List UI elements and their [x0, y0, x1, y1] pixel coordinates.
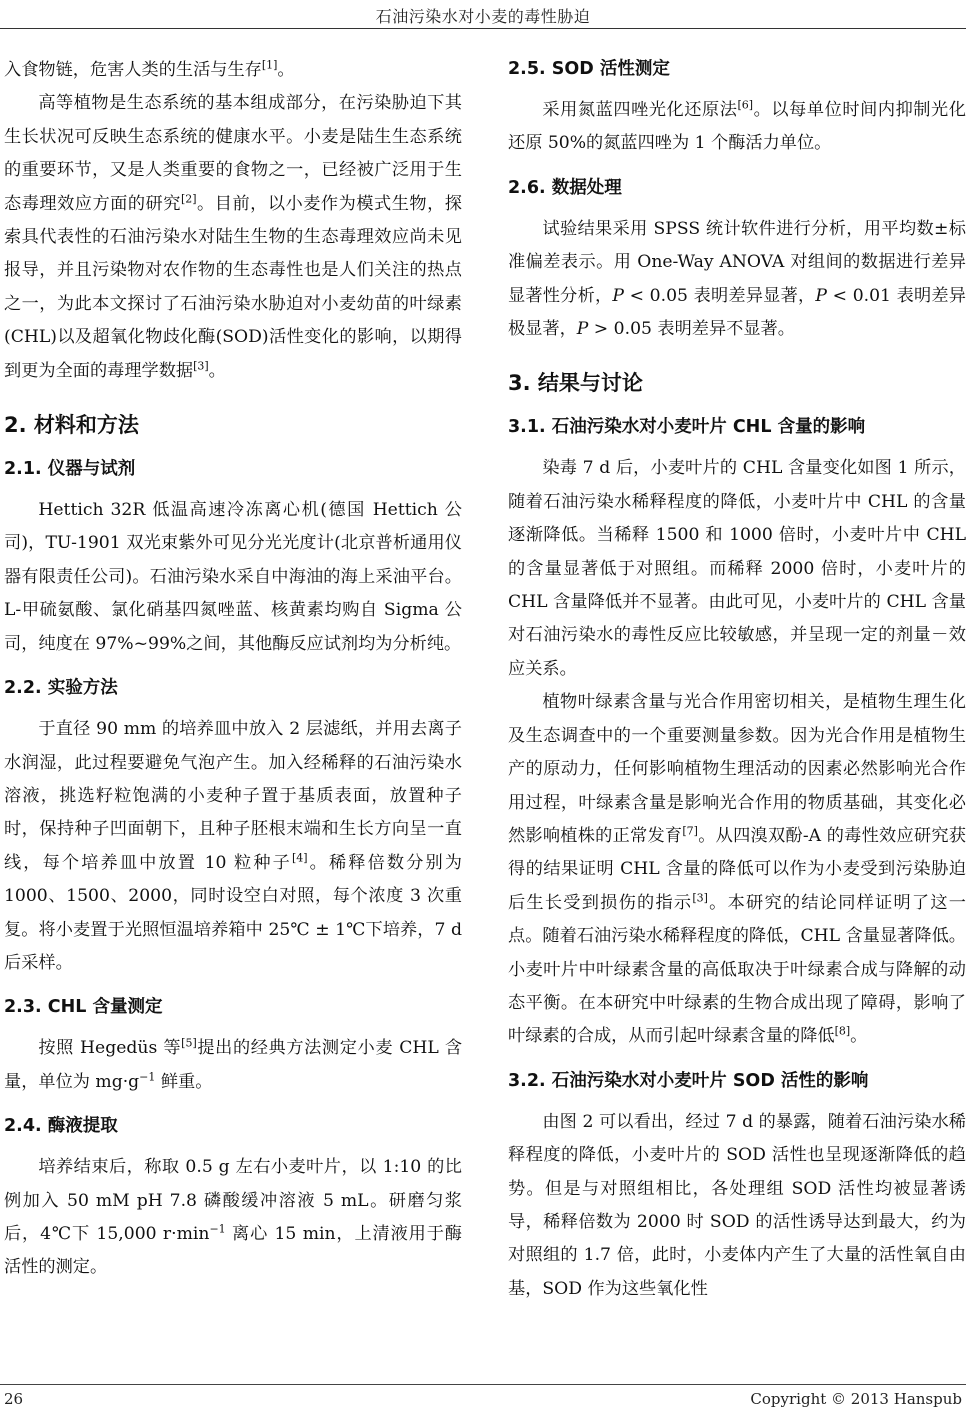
text-run: 提出的经典方法测定小麦 CHL 含量，单位为 mg·g	[4, 1038, 463, 1092]
subsection-heading-2-2: 2.2. 实验方法	[4, 678, 118, 699]
section-heading-results: 3. 结果与讨论	[508, 371, 643, 396]
text-run: 。目前，以小麦作为模式生物，探索具代表性的石油污染水对陆生生物的生态毒理效应尚未见报导，并且污染物对农作物的生态毒性也是人们关注的热点之一，为此本文探讨了石油污染水胁迫对小麦幼苗的叶绿素(CHL)以及超氧化物歧化酶(SOD)活性变化的影响，以期得到更为全面的毒理学数据	[4, 193, 462, 381]
citation-ref: [6]	[737, 98, 754, 112]
text-run: < 0.01 表明差异极显著，	[508, 285, 966, 340]
text-run: 。本研究的结论同样证明了这一点。随着石油污染水稀释程度的降低，CHL 含量显著降低。小麦叶片中叶绿素含量的高低取决于叶绿素合成与降解的动态平衡。在本研究中叶绿素的生物合成出现了障碍，影响了叶绿素的合成，从而引起叶绿素含量的降低	[508, 892, 966, 1047]
citation-ref: [4]	[291, 850, 308, 864]
citation-ref: [3]	[692, 890, 708, 904]
text-run: 鲜重。	[155, 1071, 213, 1092]
header-divider	[0, 28, 966, 29]
text-run: 试验结果采用 SPSS 统计软件进行分析，用平均数±标准偏差表示。用 One-Way ANOVA 对组间的数据进行差异显著性分析，	[508, 218, 966, 306]
text-run: 。	[208, 360, 226, 381]
text-run: 采用氮蓝四唑光化还原法	[542, 100, 738, 120]
text-run: 。以每单位时间内抑制光化还原 50%的氮蓝四唑为 1 个酶活力单位。	[508, 100, 966, 154]
right-column	[508, 54, 966, 1306]
subsection-heading-2-5: 2.5. SOD 活性测定	[508, 59, 670, 79]
text-run: 高等植物是生态系统的基本组成部分，在污染胁迫下其生长状况可反映生态系统的健康水平。小麦是陆生生态系统的重要环节，又是人类重要的食物之一，已经被广泛用于生态毒理效应方面的研究	[4, 93, 462, 214]
p-value-symbol: P	[815, 285, 827, 306]
text-run: 离心 15 min，上清液用于酶活性的测定。	[4, 1223, 462, 1278]
citation-ref: [2]	[180, 191, 197, 205]
text-run: > 0.05 表明差异不显著。	[588, 319, 795, 340]
text-run: 培养结束后，称取 0.5 g 左右小麦叶片，以 1:10 的比例加入 50 mM pH 7.8 磷酸缓冲溶液 5 mL。研磨匀浆后，4℃下 15,000 r·min	[4, 1157, 462, 1244]
unit-exponent: −1	[209, 1222, 226, 1236]
paragraph-chl-results: 染毒 7 d 后，小麦叶片的 CHL 含量变化如图 1 所示，随着石油污染水稀释程度的降低，小麦叶片中 CHL 的含量逐渐降低。当稀释 1500 和 1000 倍时，小麦叶片中 CHL 的含量显著低于对照组。而稀释 2000 倍时，小麦叶片的 CHL 含量降低并不显著。由此可见，小麦叶片的 CHL 含量对石油污染水的毒性反应比较敏感，并呈现一定的剂量－效应关系。	[508, 458, 966, 679]
subsection-heading-2-4: 2.4. 酶液提取	[4, 1116, 118, 1137]
paragraph-method	[4, 713, 462, 980]
text-run: 。	[277, 60, 295, 80]
text-run: 。从四溴双酚-A 的毒性效应研究获得的结果证明 CHL 含量的降低可以作为小麦受到污染胁迫后生长受到损伤的指示	[508, 825, 966, 913]
text-run: 。稀释倍数分别为 1000、1500、2000，同时设空白对照，每个浓度 3 次重复。将小麦置于光照恒温培养箱中 25℃ ± 1℃下培养，7 d 后采样。	[4, 852, 462, 973]
text-run: 植物叶绿素含量与光合作用密切相关，是植物生理生化及生态调查中的一个重要测量参数。因为光合作用是植物生产的原动力，任何影响植物生理活动的因素必然影响光合作用过程，叶绿素含量是影响光合作用的物质基础，其变化必然影响植株的正常发育	[508, 692, 966, 846]
paragraph-chl-measure	[4, 1032, 462, 1099]
paragraph-instruments: Hettich 32R 低温高速冷冻离心机(德国 Hettich 公司)，TU-1901 双光束紫外可见分光光度计(北京普析通用仪器有限责任公司)。石油污染水采自中海油的海上采油平台。L-甲硫氨酸、氯化硝基四氮唑蓝、核黄素均购自 Sigma 公司，纯度在 97%~99%之间，其他酶反应试剂均为分析纯。	[4, 500, 462, 654]
p-value-symbol: P	[612, 285, 624, 306]
subsection-heading-3-2: 3.2. 石油污染水对小麦叶片 SOD 活性的影响	[508, 1070, 869, 1091]
copyright-notice: Copyright © 2013 Hanspub	[750, 1390, 962, 1408]
text-run: 按照 Hegedüs 等	[38, 1038, 182, 1059]
subsection-heading-2-3: 2.3. CHL 含量测定	[4, 997, 163, 1018]
paragraph-enzyme-extract	[4, 1151, 462, 1285]
text-run: 。	[850, 1026, 868, 1047]
left-column	[4, 54, 462, 1285]
unit-exponent: −1	[139, 1070, 156, 1084]
paragraph-intro-end	[4, 54, 462, 87]
section-heading-materials: 2. 材料和方法	[4, 413, 139, 438]
text-run: 入食物链，危害人类的生活与生存	[4, 60, 262, 80]
footer-divider	[0, 1384, 966, 1385]
paragraph-chl-discussion	[508, 686, 966, 1053]
text-run: < 0.05 表明差异显著，	[623, 285, 816, 306]
paragraph-sod-measure	[508, 94, 966, 161]
paragraph-sod-results: 由图 2 可以看出，经过 7 d 的暴露，随着石油污染水稀释程度的降低，小麦叶片的 SOD 活性也呈现逐渐降低的趋势。但是与对照组相比，各处理组 SOD 活性均被显著诱导，稀释倍数为 2000 时 SOD 的活性诱导达到最大，约为对照组的 1.7 倍，此时，小麦体内产生了大量的活性氧自由基，SOD 作为这些氧化性	[508, 1111, 966, 1299]
text-run: 于直径 90 mm 的培养皿中放入 2 层滤纸，并用去离子水润湿，此过程要避免气泡产生。加入经稀释的石油污染水溶液，挑选籽粒饱满的小麦种子置于基质表面，放置种子时，保持种子凹面朝下，且种子胚根末端和生长方向呈一直线，每个培养皿中放置 10 粒种子	[4, 719, 462, 873]
citation-ref: [5]	[181, 1036, 197, 1050]
paragraph-data-processing	[508, 213, 966, 347]
page-number: 26	[4, 1390, 24, 1408]
citation-ref: [7]	[682, 824, 698, 838]
p-value-symbol: P	[576, 319, 589, 340]
citation-ref: [8]	[834, 1024, 851, 1038]
subsection-heading-2-6: 2.6. 数据处理	[508, 177, 622, 198]
citation-ref: [3]	[193, 358, 209, 372]
subsection-heading-2-1: 2.1. 仪器与试剂	[4, 459, 136, 480]
citation-ref: [1]	[261, 58, 278, 72]
subsection-heading-3-1: 3.1. 石油污染水对小麦叶片 CHL 含量的影响	[508, 417, 866, 438]
paragraph-background	[4, 87, 462, 388]
running-header: 石油污染水对小麦的毒性胁迫	[375, 7, 591, 26]
